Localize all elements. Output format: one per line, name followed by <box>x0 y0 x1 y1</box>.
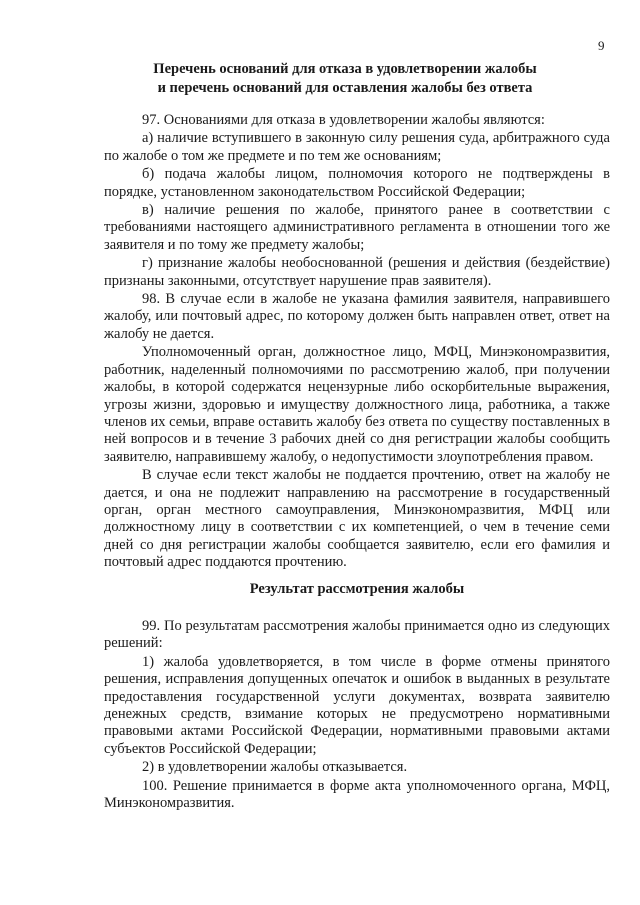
paragraph-100: 100. Решение принимается в форме акта уполномоченного органа, МФЦ, Минэкономразвития. <box>104 777 610 812</box>
section-title <box>110 60 580 98</box>
paragraph-99-1: 1) жалоба удовлетворяется, в том числе в форме отмены принятого решения, исправления допущенных опечаток и ошибок в выданных в результате предоставления государственной услуги документах, возврата заявителю денежных средств, взимание которых не предусмотрено нормативными правовыми актами Российской Федерации, нормативными правовыми актами субъектов Российской Федерации; <box>104 653 610 757</box>
paragraph-98: 98. В случае если в жалобе не указана фамилия заявителя, направившего жалобу, или почтовый адрес, по которому должен быть направлен ответ, ответ на жалобу не дается. <box>104 291 610 342</box>
title-line-1: Перечень оснований для отказа в удовлетворении жалобы <box>153 61 537 77</box>
paragraph-97-intro: 97. Основаниями для отказа в удовлетворении жалобы являются: <box>142 112 545 128</box>
paragraph-98-unreadable: В случае если текст жалобы не поддается прочтению, ответ на жалобу не дается, и она не подлежит направлению на рассмотрение в государственный орган, орган местного самоуправления, Минэкономразвития, МФЦ или должностному лицу в соответствии с их компетенцией, о чем в течение семи дней со дня регистрации жалобы сообщается заявителю, если его фамилия и почтовый адрес поддаются прочтению. <box>104 467 610 571</box>
section-heading: Результат рассмотрения жалобы <box>249 580 465 597</box>
paragraph-98-authorized: Уполномоченный орган, должностное лицо, МФЦ, Минэкономразвития, работник, наделенный полномочиями по рассмотрению жалоб, при получении жалобы, в которой содержатся нецензурные либо оскорбительные выражения, угрозы жизни, здоровью и имуществу должностного лица, работника, а также членов их семьи, вправе оставить жалобу без ответа по существу поставленных в ней вопросов и в течение 3 рабочих дней со дня регистрации жалобы сообщить заявителю, направившему жалобу, о недопустимости злоупотребления правом. <box>104 344 610 465</box>
document-body <box>104 112 610 813</box>
paragraph-99-2: 2) в удовлетворении жалобы отказывается. <box>142 759 408 776</box>
paragraph-97-b: б) подача жалобы лицом, полномочия которого не подтверждены в порядке, установленном законодательством Российской Федерации; <box>104 166 610 200</box>
paragraph-97-a: а) наличие вступившего в законную силу решения суда, арбитражного суда по жалобе о том же предмете и по тем же основаниям; <box>104 130 610 164</box>
title-line-2: и перечень оснований для оставления жалобы без ответа <box>157 80 533 96</box>
paragraph-97-d: г) признание жалобы необоснованной (решения и действия (бездействие) признаны законными, отсутствует нарушение прав заявителя). <box>104 255 610 289</box>
page-number: 9 <box>598 38 605 53</box>
paragraph-97-c: в) наличие решения по жалобе, принятого ранее в соответствии с требованиями настоящего административного регламента в отношении того же заявителя и по тому же предмету жалобы; <box>104 202 610 253</box>
paragraph-99: 99. По результатам рассмотрения жалобы принимается одно из следующих решений: <box>104 617 610 652</box>
